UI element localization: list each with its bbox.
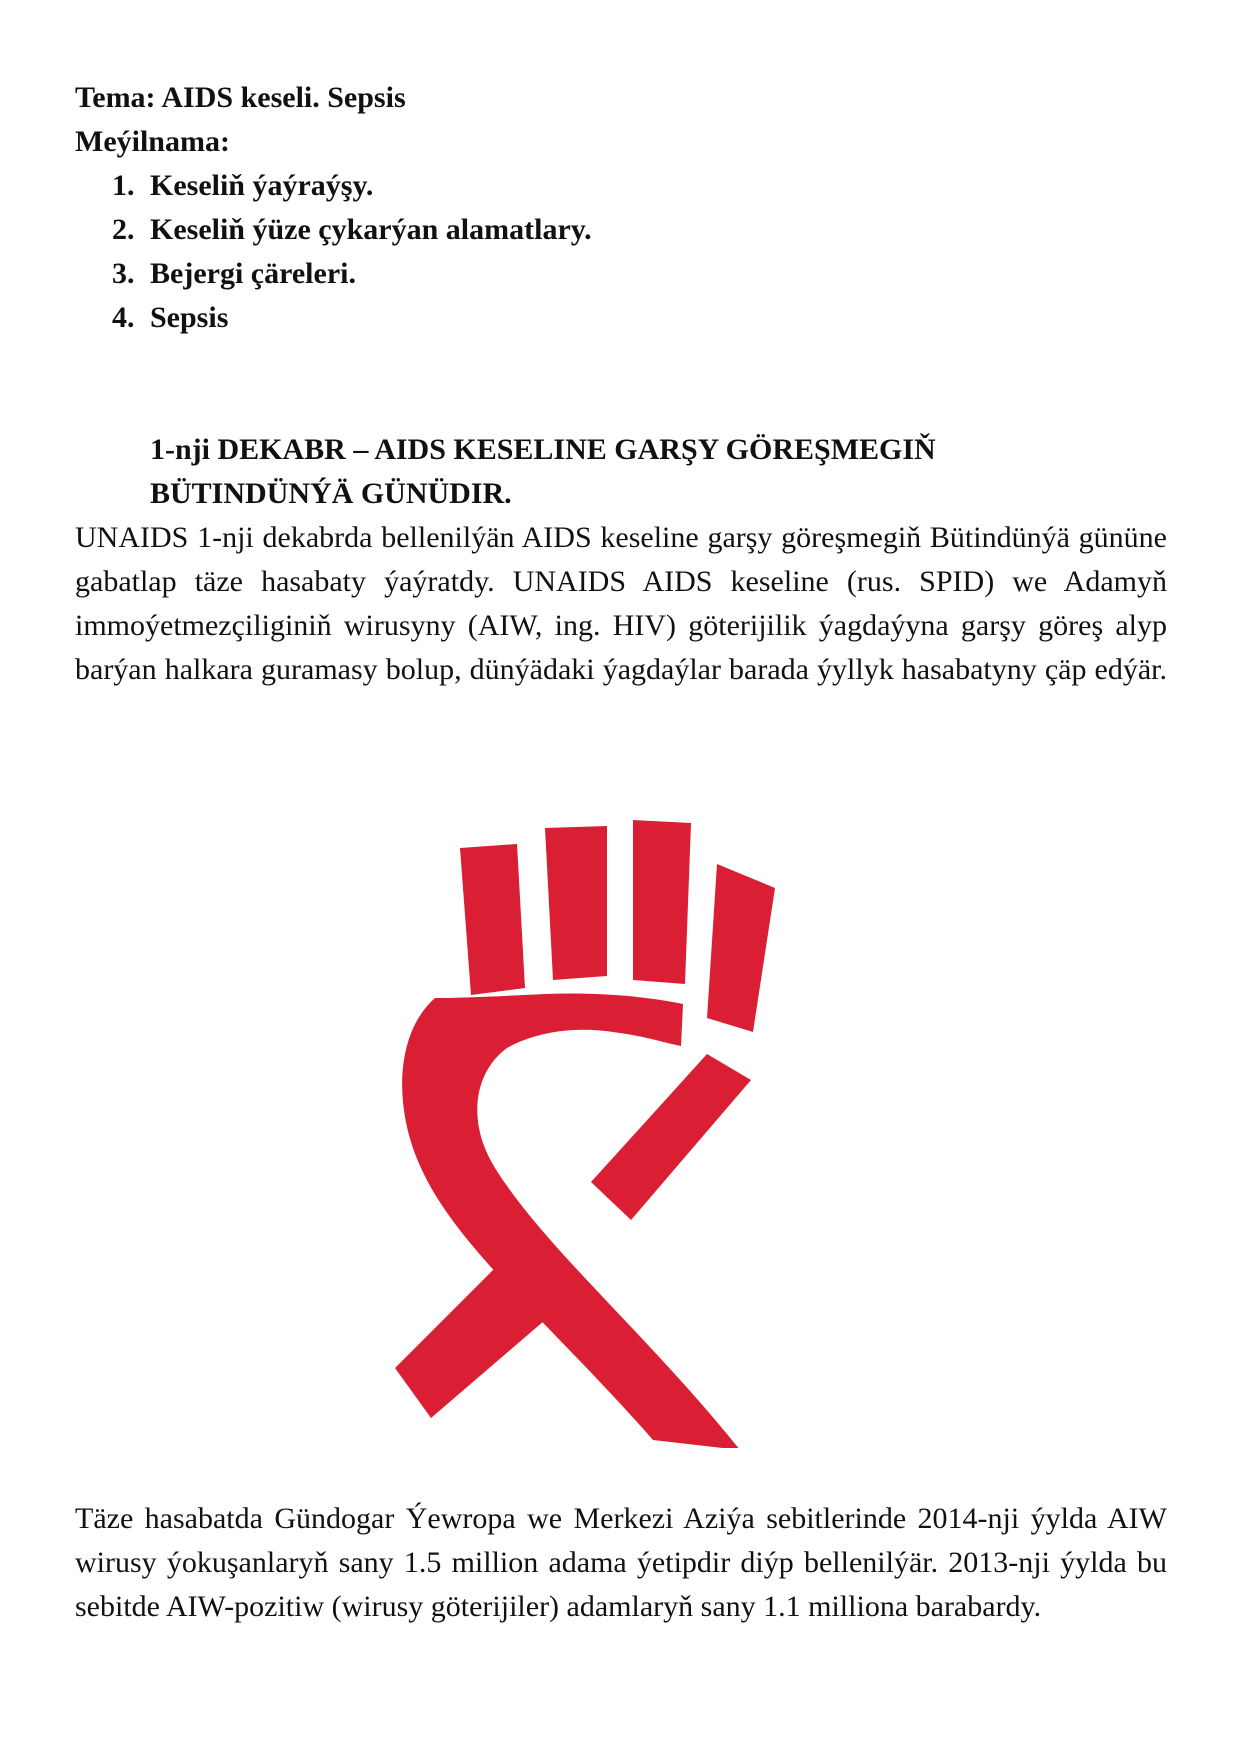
list-item-text: Keseliň ýaýraýşy.	[150, 169, 374, 202]
list-item	[112, 208, 592, 252]
section-heading: 1-nji DEKABR – AIDS KESELINE GARŞY GÖREŞMEGIŇ BÜTINDÜNÝÄ GÜNÜDIR.	[150, 433, 936, 510]
finger-shape	[545, 826, 607, 980]
list-item	[112, 252, 592, 296]
plan-label: Meýilnama:	[75, 125, 230, 158]
list-item	[112, 164, 592, 208]
list-item-number: 4.	[112, 301, 135, 334]
ribbon-strip-shape	[591, 1054, 751, 1220]
list-item-text: Keseliň ýüze çykarýan alamatlary.	[150, 213, 592, 246]
finger-shape	[460, 844, 525, 995]
document-title: Tema: AIDS keseli. Sepsis	[75, 81, 406, 114]
list-item-number: 1.	[112, 169, 135, 202]
finger-shape	[707, 864, 775, 1032]
list-item-number: 3.	[112, 257, 135, 290]
finger-shape	[633, 820, 691, 984]
list-item	[112, 296, 592, 340]
list-item-number: 2.	[112, 213, 135, 246]
red-ribbon-fist-icon	[395, 808, 815, 1448]
paragraph-intro: UNAIDS 1-nji dekabrda bellenilýän AIDS keseline garşy göreşmegiň Bütindünýä gününe gabatlap täze hasabaty ýaýratdy. UNAIDS AIDS keseline (rus. SPID) we Adamyň immoýetmezçiliginiň wirusyny (AIW, ing. HIV) göterijilik ýagdaýyna garşy göreş alyp barýan halkara guramasy bolup, dünýädaki ýagdaýlar barada ýyllyk hasabatyny çäp edýär.	[75, 521, 1167, 686]
list-item-text: Bejergi çäreleri.	[150, 257, 356, 290]
paragraph-report: Täze hasabatda Gündogar Ýewropa we Merkezi Aziýa sebitlerinde 2014-nji ýylda AIW wirusy ýokuşanlaryň sany 1.5 million adama ýetipdir diýp bellenilýär. 2013-nji ýylda bu sebitde AIW-pozitiw (wirusy göterijiler) adamlaryň sany 1.1 milliona barabardy.	[75, 1502, 1167, 1623]
plan-list	[112, 164, 592, 340]
list-item-text: Sepsis	[150, 301, 229, 334]
